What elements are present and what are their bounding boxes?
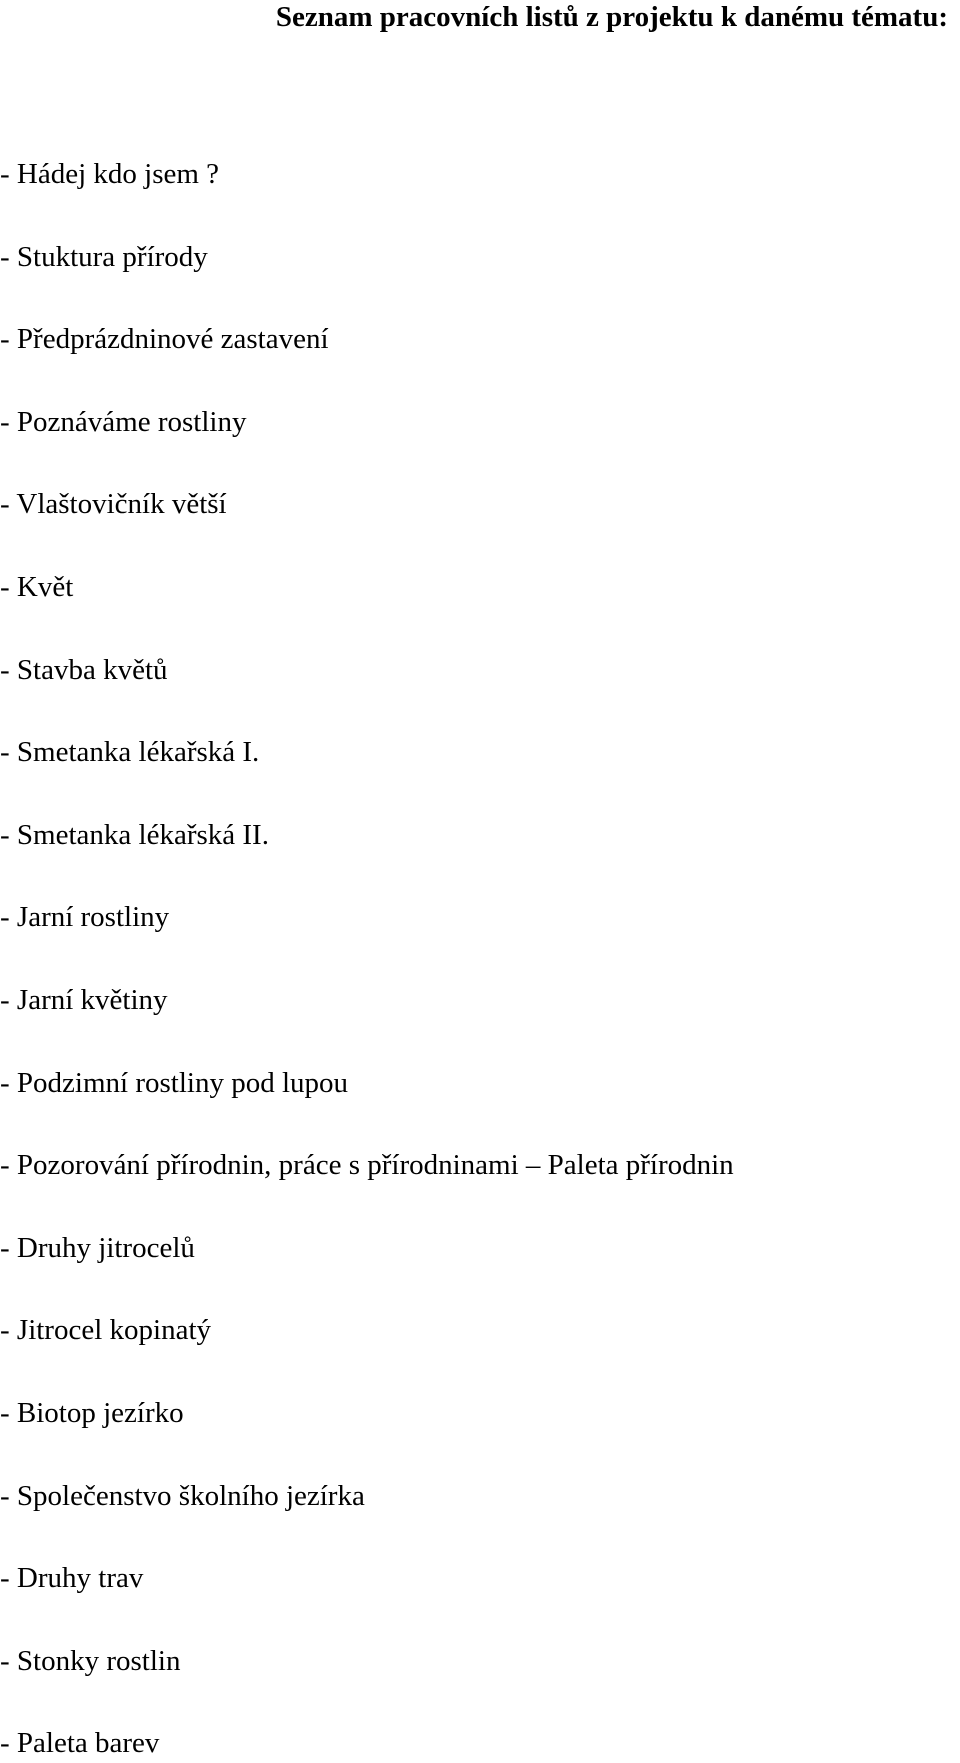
- list-item: - Stavba květů: [0, 653, 168, 686]
- list-item: - Poznáváme rostliny: [0, 405, 247, 438]
- list-item: - Podzimní rostliny pod lupou: [0, 1066, 348, 1099]
- list-item: - Květ: [0, 570, 74, 603]
- list-item: - Smetanka lékařská II.: [0, 818, 269, 851]
- list-item: - Stuktura přírody: [0, 240, 208, 273]
- worksheet-list: [0, 157, 734, 1763]
- list-item: - Stonky rostlin: [0, 1644, 181, 1677]
- list-item: - Jarní květiny: [0, 983, 168, 1016]
- list-item: - Smetanka lékařská I.: [0, 736, 260, 769]
- list-item: - Předprázdninové zastavení: [0, 323, 329, 356]
- list-item: - Jitrocel kopinatý: [0, 1314, 212, 1347]
- list-item: - Společenstvo školního jezírka: [0, 1479, 365, 1512]
- list-item: - Jarní rostliny: [0, 901, 170, 934]
- document-title: Seznam pracovních listů z projektu k danému tématu:: [275, 1, 948, 33]
- list-item: - Biotop jezírko: [0, 1396, 184, 1429]
- list-item: - Druhy trav: [0, 1562, 144, 1595]
- list-item: - Paleta barev: [0, 1727, 160, 1760]
- list-item: - Vlaštovičník větší: [0, 488, 227, 521]
- list-item: - Pozorování přírodnin, práce s přírodninami – Paleta přírodnin: [0, 1149, 734, 1182]
- list-item: - Hádej kdo jsem ?: [0, 158, 220, 190]
- list-item: - Druhy jitrocelů: [0, 1231, 195, 1264]
